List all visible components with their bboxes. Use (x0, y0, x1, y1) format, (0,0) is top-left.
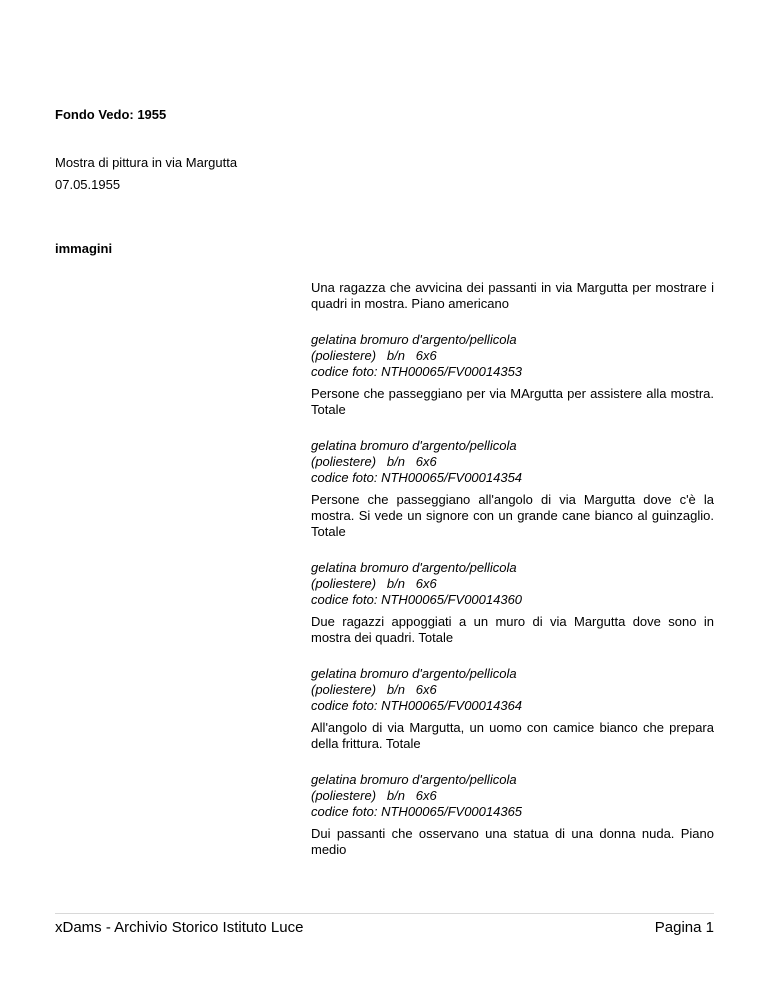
section-heading-immagini: immagini (55, 241, 113, 256)
record-metadata (311, 560, 714, 608)
record-code: codice foto: NTH00065/FV00014354 (311, 470, 523, 485)
record-code: codice foto: NTH00065/FV00014364 (311, 698, 523, 713)
image-record (311, 280, 714, 386)
event-title: Mostra di pittura in via Margutta (55, 155, 238, 170)
record-material: gelatina bromuro d'argento/pellicola (311, 560, 517, 575)
image-record (311, 492, 714, 614)
record-metadata (311, 332, 714, 380)
record-material: gelatina bromuro d'argento/pellicola (311, 666, 517, 681)
event-date: 07.05.1955 (55, 177, 121, 192)
record-description: Persone che passeggiano per via MArgutta per assistere alla mostra. Totale (311, 386, 714, 417)
record-material: gelatina bromuro d'argento/pellicola (311, 772, 517, 787)
record-description: Una ragazza che avvicina dei passanti in via Margutta per mostrare i quadri in mostra. Piano americano (311, 280, 714, 311)
footer-page-number: Pagina 1 (654, 919, 714, 936)
record-description: Due ragazzi appoggiati a un muro di via Margutta dove sono in mostra dei quadri. Totale (311, 614, 714, 645)
record-code: codice foto: NTH00065/FV00014365 (311, 804, 523, 819)
fondo-title: Fondo Vedo: 1955 (55, 107, 167, 122)
record-format: (poliestere) b/n 6x6 (311, 348, 437, 363)
record-format: (poliestere) b/n 6x6 (311, 576, 437, 591)
record-code: codice foto: NTH00065/FV00014360 (311, 592, 523, 607)
record-format: (poliestere) b/n 6x6 (311, 788, 437, 803)
record-metadata (311, 666, 714, 714)
image-record (311, 720, 714, 826)
footer-divider (55, 913, 714, 914)
record-material: gelatina bromuro d'argento/pellicola (311, 438, 517, 453)
record-metadata (311, 438, 714, 486)
image-record (311, 826, 714, 858)
record-description: Persone che passeggiano all'angolo di via Margutta dove c'è la mostra. Si vede un signore con un grande cane bianco al guinzaglio. Totale (311, 492, 714, 539)
record-metadata (311, 772, 714, 820)
record-code: codice foto: NTH00065/FV00014353 (311, 364, 523, 379)
record-description: All'angolo di via Margutta, un uomo con camice bianco che prepara della frittura. Totale (311, 720, 714, 751)
image-record (311, 614, 714, 720)
record-material: gelatina bromuro d'argento/pellicola (311, 332, 517, 347)
record-description: Dui passanti che osservano una statua di una donna nuda. Piano medio (311, 826, 714, 857)
record-format: (poliestere) b/n 6x6 (311, 454, 437, 469)
record-format: (poliestere) b/n 6x6 (311, 682, 437, 697)
footer-archive-name: xDams - Archivio Storico Istituto Luce (55, 919, 304, 936)
image-record (311, 386, 714, 492)
image-records-list (311, 280, 714, 858)
